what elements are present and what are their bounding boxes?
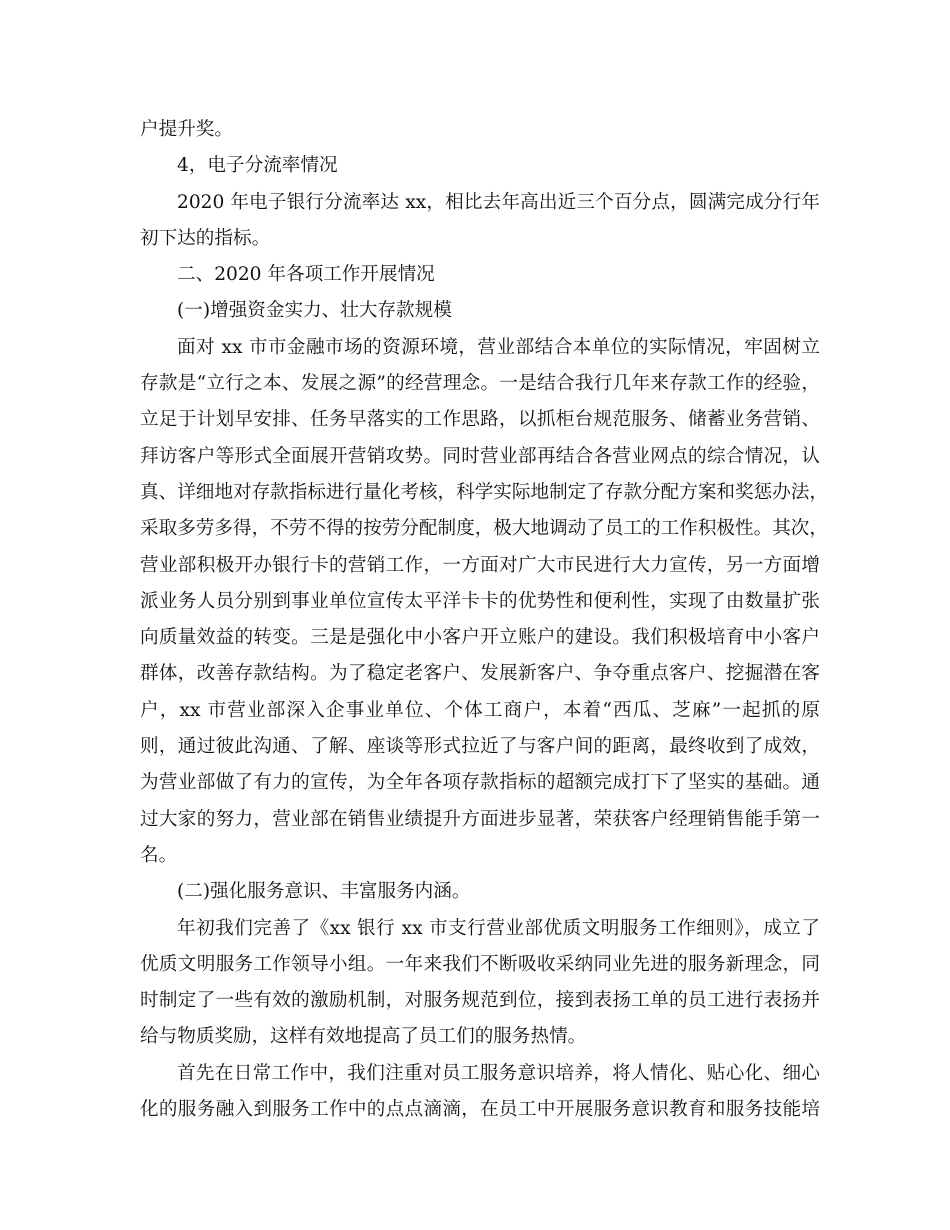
document-body bbox=[140, 112, 828, 1128]
text-line: 给与物质奖励，这样有效地提高了员工们的服务热情。 bbox=[140, 1026, 587, 1048]
text-line: 派业务人员分别到事业单位宣传太平洋卡卡的优势性和便利性，实现了由数量扩张 bbox=[140, 590, 820, 612]
text-line: 面对 xx 市市金融市场的资源环境，营业部结合本单位的实际情况，牢固树立 bbox=[177, 336, 820, 358]
subsection-heading: (一)增强资金实力、壮大存款规模 bbox=[177, 300, 452, 322]
text-line: 采取多劳多得，不劳不得的按劳分配制度，极大地调动了员工的工作积极性。其次， bbox=[140, 518, 828, 540]
text-line: 化的服务融入到服务工作中的点点滴滴，在员工中开展服务意识教育和服务技能培 bbox=[140, 1099, 820, 1121]
text-line: 群体，改善存款结构。为了稳定老客户、发展新客户、争夺重点客户、挖掘潜在客 bbox=[140, 663, 820, 685]
text-line: 为营业部做了有力的宣传，为全年各项存款指标的超额完成打下了坚实的基础。通 bbox=[140, 772, 820, 794]
subsection-heading: (二)强化服务意识、丰富服务内涵。 bbox=[177, 881, 471, 903]
text-line: 户提升奖。 bbox=[140, 119, 233, 140]
text-line: 时制定了一些有效的激励机制，对服务规范到位，接到表扬工单的员工进行表扬并 bbox=[140, 990, 820, 1012]
text-line: 立足于计划早安排、任务早落实的工作思路，以抓柜台规范服务、储蓄业务营销、 bbox=[140, 409, 820, 431]
text-line: 存款是“立行之本、发展之源”的经营理念。一是结合我行几年来存款工作的经验， bbox=[140, 373, 820, 395]
text-line: 则，通过彼此沟通、了解、座谈等形式拉近了与客户间的距离，最终收到了成效， bbox=[140, 736, 820, 758]
text-line: 首先在日常工作中，我们注重对员工服务意识培养，将人情化、贴心化、细心 bbox=[177, 1062, 820, 1084]
text-line: 过大家的努力，营业部在销售业绩提升方面进步显著，荣获客户经理销售能手第一 bbox=[140, 808, 820, 830]
text-line: 户，xx 市营业部深入企事业单位、个体工商户，本着“西瓜、芝麻”一起抓的原 bbox=[140, 699, 820, 721]
text-line: 营业部积极开办银行卡的营销工作，一方面对广大市民进行大力宣传，另一方面增 bbox=[140, 554, 820, 576]
text-line: 优质文明服务工作领导小组。一年来我们不断吸收采纳同业先进的服务新理念，同 bbox=[140, 953, 820, 975]
section-heading: 4，电子分流率情况 bbox=[177, 155, 338, 177]
text-line: 年初我们完善了《xx 银行 xx 市支行营业部优质文明服务工作细则》，成立了 bbox=[177, 917, 820, 939]
text-line: 名。 bbox=[140, 844, 178, 866]
text-line: 拜访客户等形式全面展开营销攻势。同时营业部再结合各营业网点的综合情况，认 bbox=[140, 445, 820, 467]
text-line: 真、详细地对存款指标进行量化考核，科学实际地制定了存款分配方案和奖惩办法， bbox=[140, 481, 828, 503]
text-line: 向质量效益的转变。三是是强化中小客户开立账户的建设。我们积极培育中小客户 bbox=[140, 627, 820, 649]
section-heading: 二、2020 年各项工作开展情况 bbox=[177, 264, 435, 286]
text-line: 初下达的指标。 bbox=[140, 227, 271, 249]
text-line: 2020 年电子银行分流率达 xx，相比去年高出近三个百分点，圆满完成分行年 bbox=[177, 191, 820, 213]
